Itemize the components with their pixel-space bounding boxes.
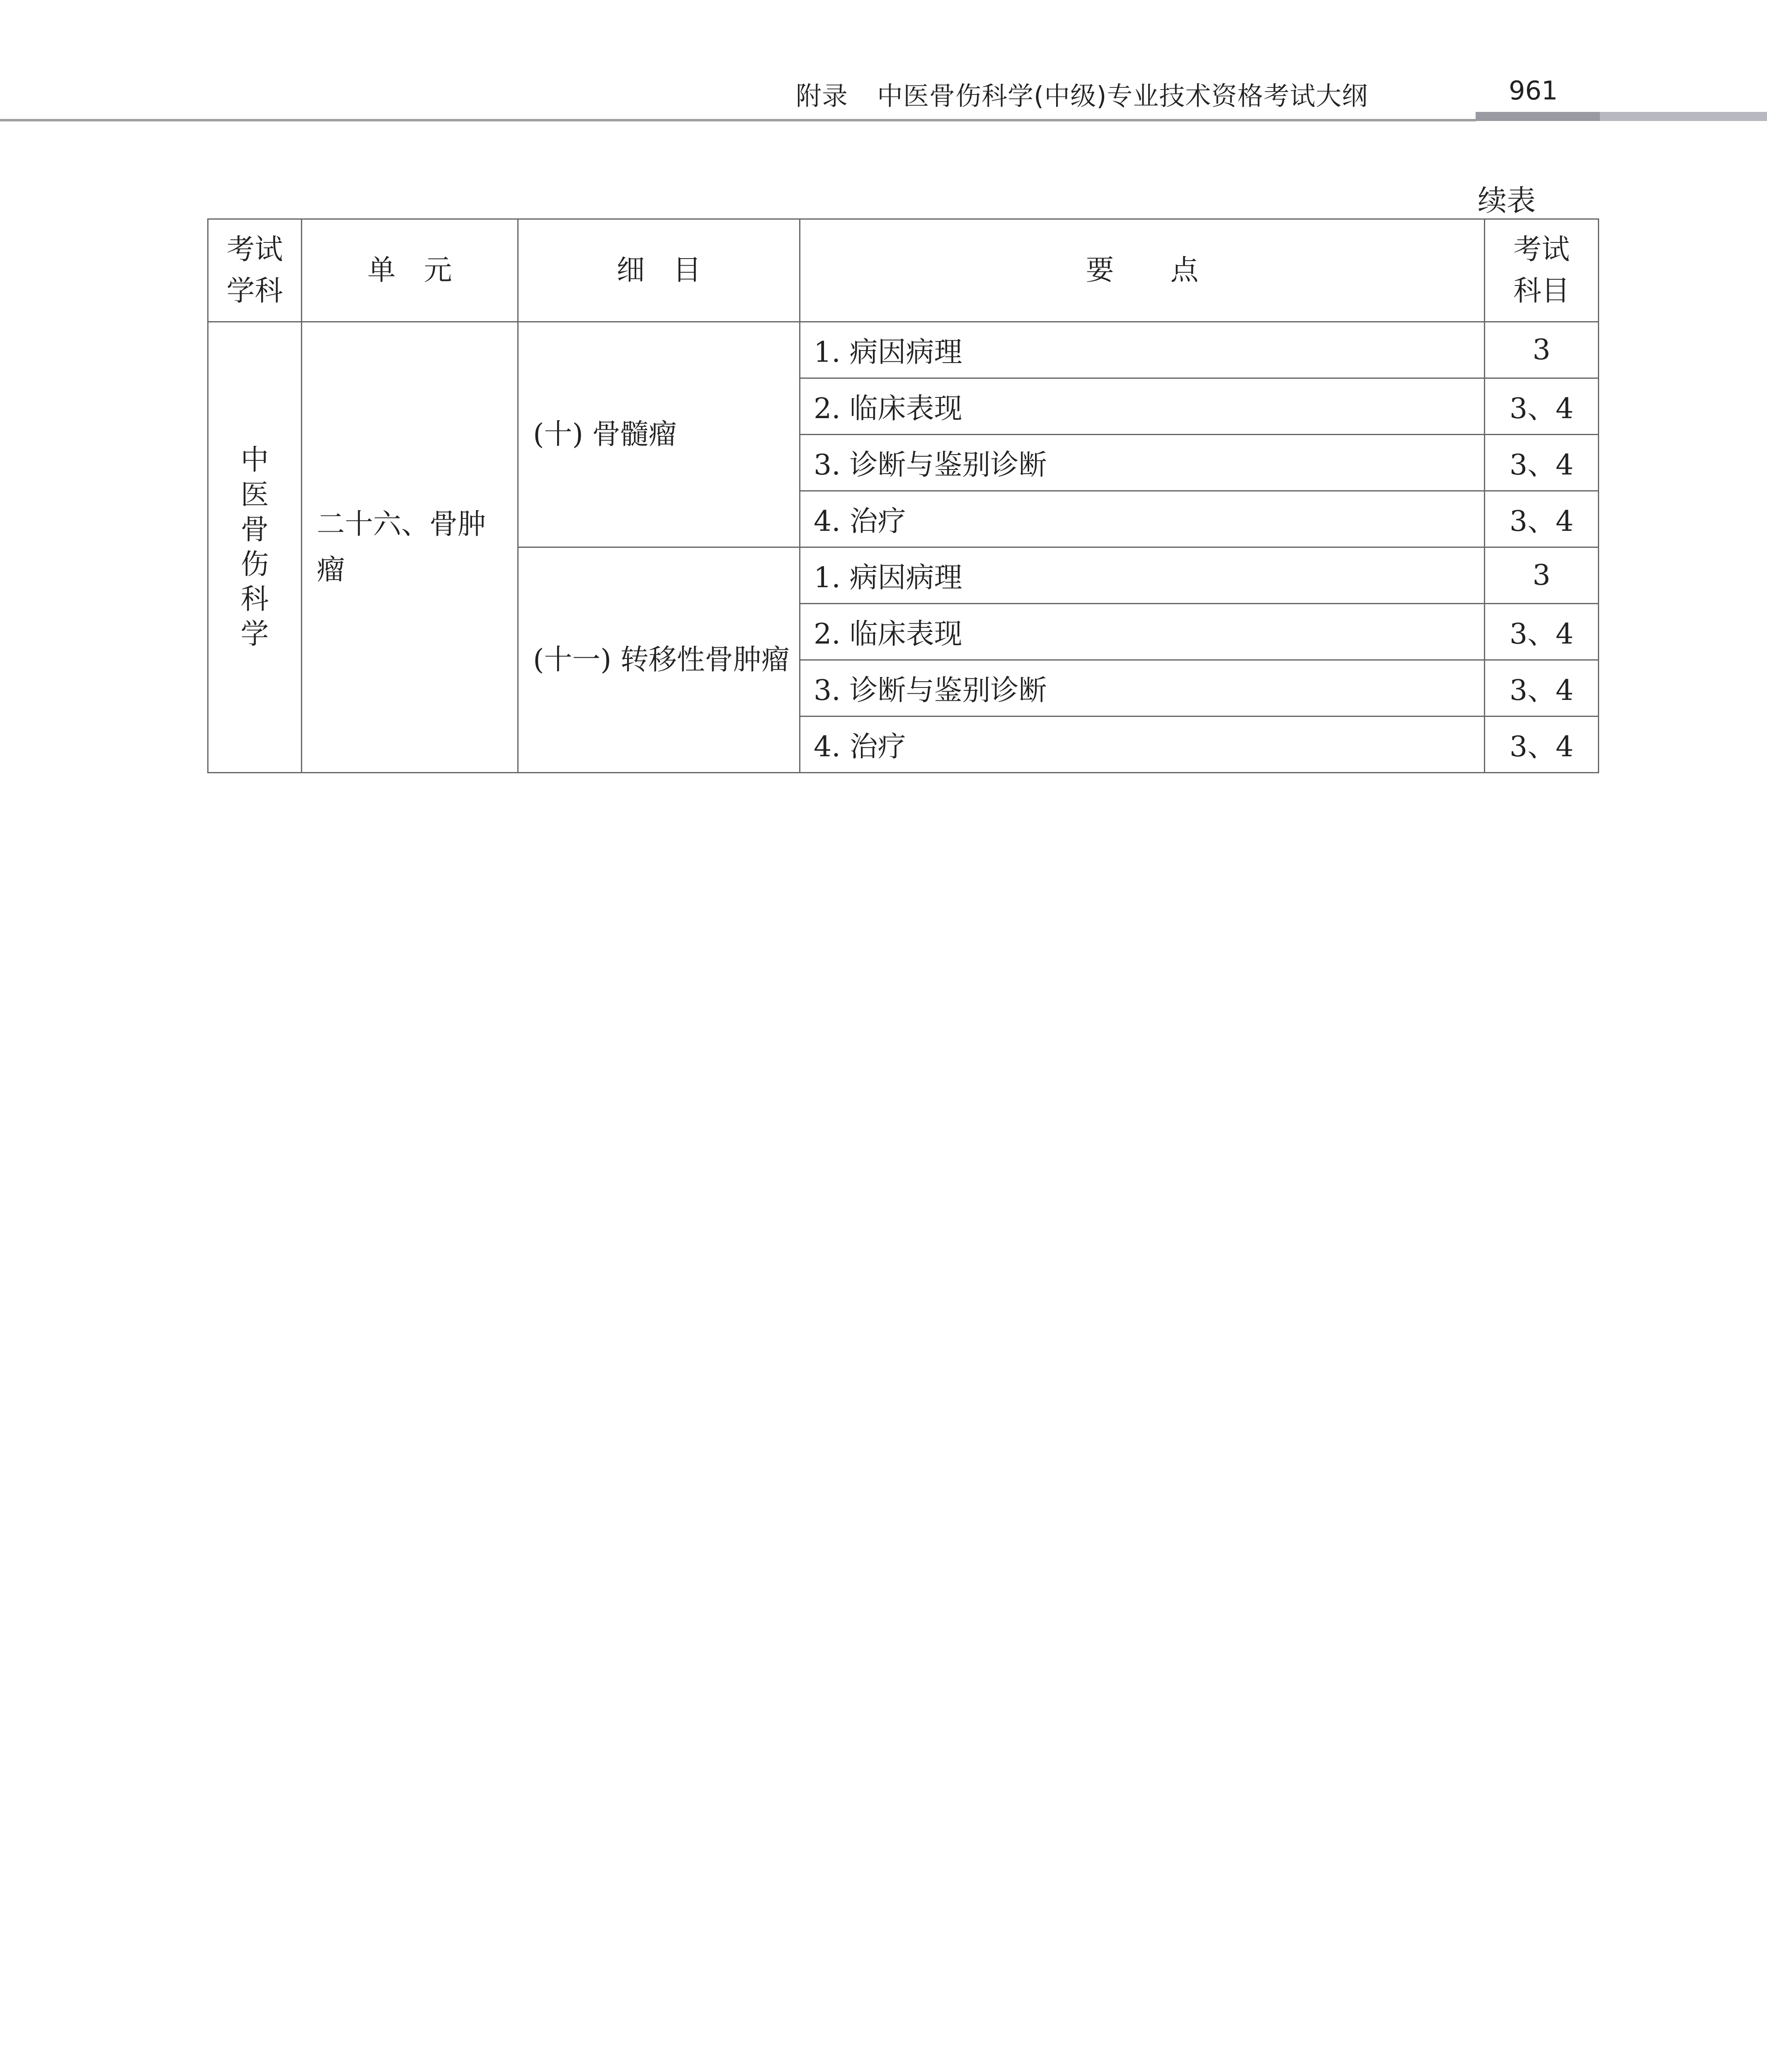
header-title: 中医骨伤科学(中级)专业技术资格考试大纲 (877, 81, 1368, 111)
header-detail: 细 目 (518, 219, 800, 322)
header-subject: 考试学科 (208, 219, 302, 322)
header-title-line (796, 75, 1368, 112)
exam-cell: 3、4 (1485, 491, 1599, 547)
exam-cell: 3、4 (1485, 716, 1599, 773)
header-tab-bar-accent (1476, 112, 1600, 121)
exam-cell: 3 (1485, 547, 1599, 604)
continued-label: 续表 (1478, 184, 1536, 218)
point-cell: 3. 诊断与鉴别诊断 (800, 660, 1485, 716)
header-section: 附录 (796, 81, 848, 111)
detail-cell: (十) 骨髓瘤 (518, 322, 800, 547)
exam-cell: 3 (1485, 322, 1599, 378)
header-points: 要 点 (800, 219, 1485, 322)
point-cell: 4. 治疗 (800, 491, 1485, 547)
page-number: 961 (1509, 75, 1558, 106)
unit-cell: 二十六、骨肿瘤 (302, 322, 518, 773)
point-cell: 2. 临床表现 (800, 378, 1485, 435)
header-exam: 考试科目 (1485, 219, 1599, 322)
exam-cell: 3、4 (1485, 435, 1599, 491)
point-cell: 4. 治疗 (800, 716, 1485, 773)
header-row (208, 219, 1599, 322)
header-unit: 单 元 (302, 219, 518, 322)
point-cell: 1. 病因病理 (800, 547, 1485, 604)
table-row (208, 322, 1599, 378)
point-cell: 3. 诊断与鉴别诊断 (800, 435, 1485, 491)
exam-cell: 3、4 (1485, 378, 1599, 435)
point-cell: 1. 病因病理 (800, 322, 1485, 378)
syllabus-table (207, 218, 1599, 773)
exam-cell: 3、4 (1485, 660, 1599, 716)
subject-cell: 中医骨伤科学 (208, 322, 302, 773)
detail-cell: (十一) 转移性骨肿瘤 (518, 547, 800, 773)
running-header (0, 0, 1767, 124)
exam-cell: 3、4 (1485, 604, 1599, 660)
header-rule (0, 119, 1476, 121)
point-cell: 2. 临床表现 (800, 604, 1485, 660)
